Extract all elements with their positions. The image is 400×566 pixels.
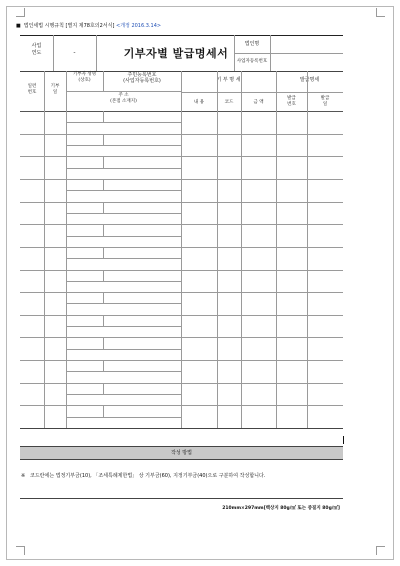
col-amount: 금 액 (253, 100, 264, 105)
column-rule (103, 71, 104, 91)
header-sub-rule (66, 91, 181, 92)
corp-name-field[interactable] (271, 36, 342, 52)
form-reference (16, 22, 161, 29)
col-issue-no: 발급 번호 (287, 96, 296, 107)
table-row[interactable] (20, 270, 343, 293)
business-year-label: 사업 연도 (31, 43, 42, 56)
col-issue: 발급명세 (299, 77, 320, 83)
header-divider (96, 35, 97, 71)
table-row[interactable] (20, 224, 343, 247)
table-row[interactable] (20, 111, 343, 134)
reg-no-field[interactable] (271, 54, 342, 70)
table-row[interactable] (20, 360, 343, 383)
guide-note-text: 코드란에는 법정기부금(10), 「조세특례제한법」 상 기부금(60), 지정기부금(40)으로 구분하여 작성합니다. (30, 473, 266, 479)
table-bottom-rule (20, 428, 343, 429)
revision-date: <개정 2016.3.14> (116, 23, 162, 29)
col-kind: 내 용 (193, 100, 205, 105)
col-period: 기부 일 (50, 84, 60, 95)
header-sub-rule (181, 92, 343, 93)
table-row[interactable] (20, 156, 343, 179)
end-marker (343, 436, 344, 444)
col-address: 주 소 (본점 소재지) (110, 93, 137, 104)
table-row[interactable] (20, 337, 343, 360)
form-title: 기부자별 발급명세서 (123, 47, 229, 60)
col-donation: 기 부 명 세 (216, 77, 241, 83)
form-reference-text: 법인세법 시행규칙 [별지 제78호의2서식] (23, 23, 115, 29)
guide-note (21, 473, 344, 480)
guide-title: 작성 방법 (20, 446, 343, 460)
paper-spec: 210mm×297mm[백상지 80g/㎡ 또는 중질지 80g/㎡] (222, 506, 340, 511)
business-year-separator: - (73, 49, 76, 56)
footer-rule (20, 498, 343, 499)
crop-mark-top-left (16, 8, 25, 17)
corp-name-label: 법인명 (244, 41, 260, 47)
col-donor-name: 기부자 성명 (상호) (72, 72, 97, 83)
crop-mark-bottom-left (16, 546, 25, 555)
table-row[interactable] (20, 383, 343, 406)
col-code: 코드 (224, 100, 234, 105)
col-serial: 일련 번호 (27, 84, 37, 95)
note-bullet: ※ (21, 473, 26, 479)
table-row[interactable] (20, 315, 343, 338)
business-year-field[interactable] (54, 36, 95, 70)
table-row[interactable] (20, 179, 343, 202)
table-row[interactable] (20, 247, 343, 270)
col-issue-date: 발급 일 (320, 96, 330, 107)
col-donor-id: 주민등록번호 (사업자등록번호) (123, 72, 161, 84)
table-row[interactable] (20, 202, 343, 225)
table-row[interactable] (20, 292, 343, 315)
crop-mark-top-right (376, 8, 385, 17)
table-row[interactable] (20, 405, 343, 428)
crop-mark-bottom-right (376, 546, 385, 555)
bullet-icon: ■ (16, 23, 21, 29)
reg-no-label: 사업자등록번호 (236, 59, 268, 64)
table-row[interactable] (20, 134, 343, 157)
